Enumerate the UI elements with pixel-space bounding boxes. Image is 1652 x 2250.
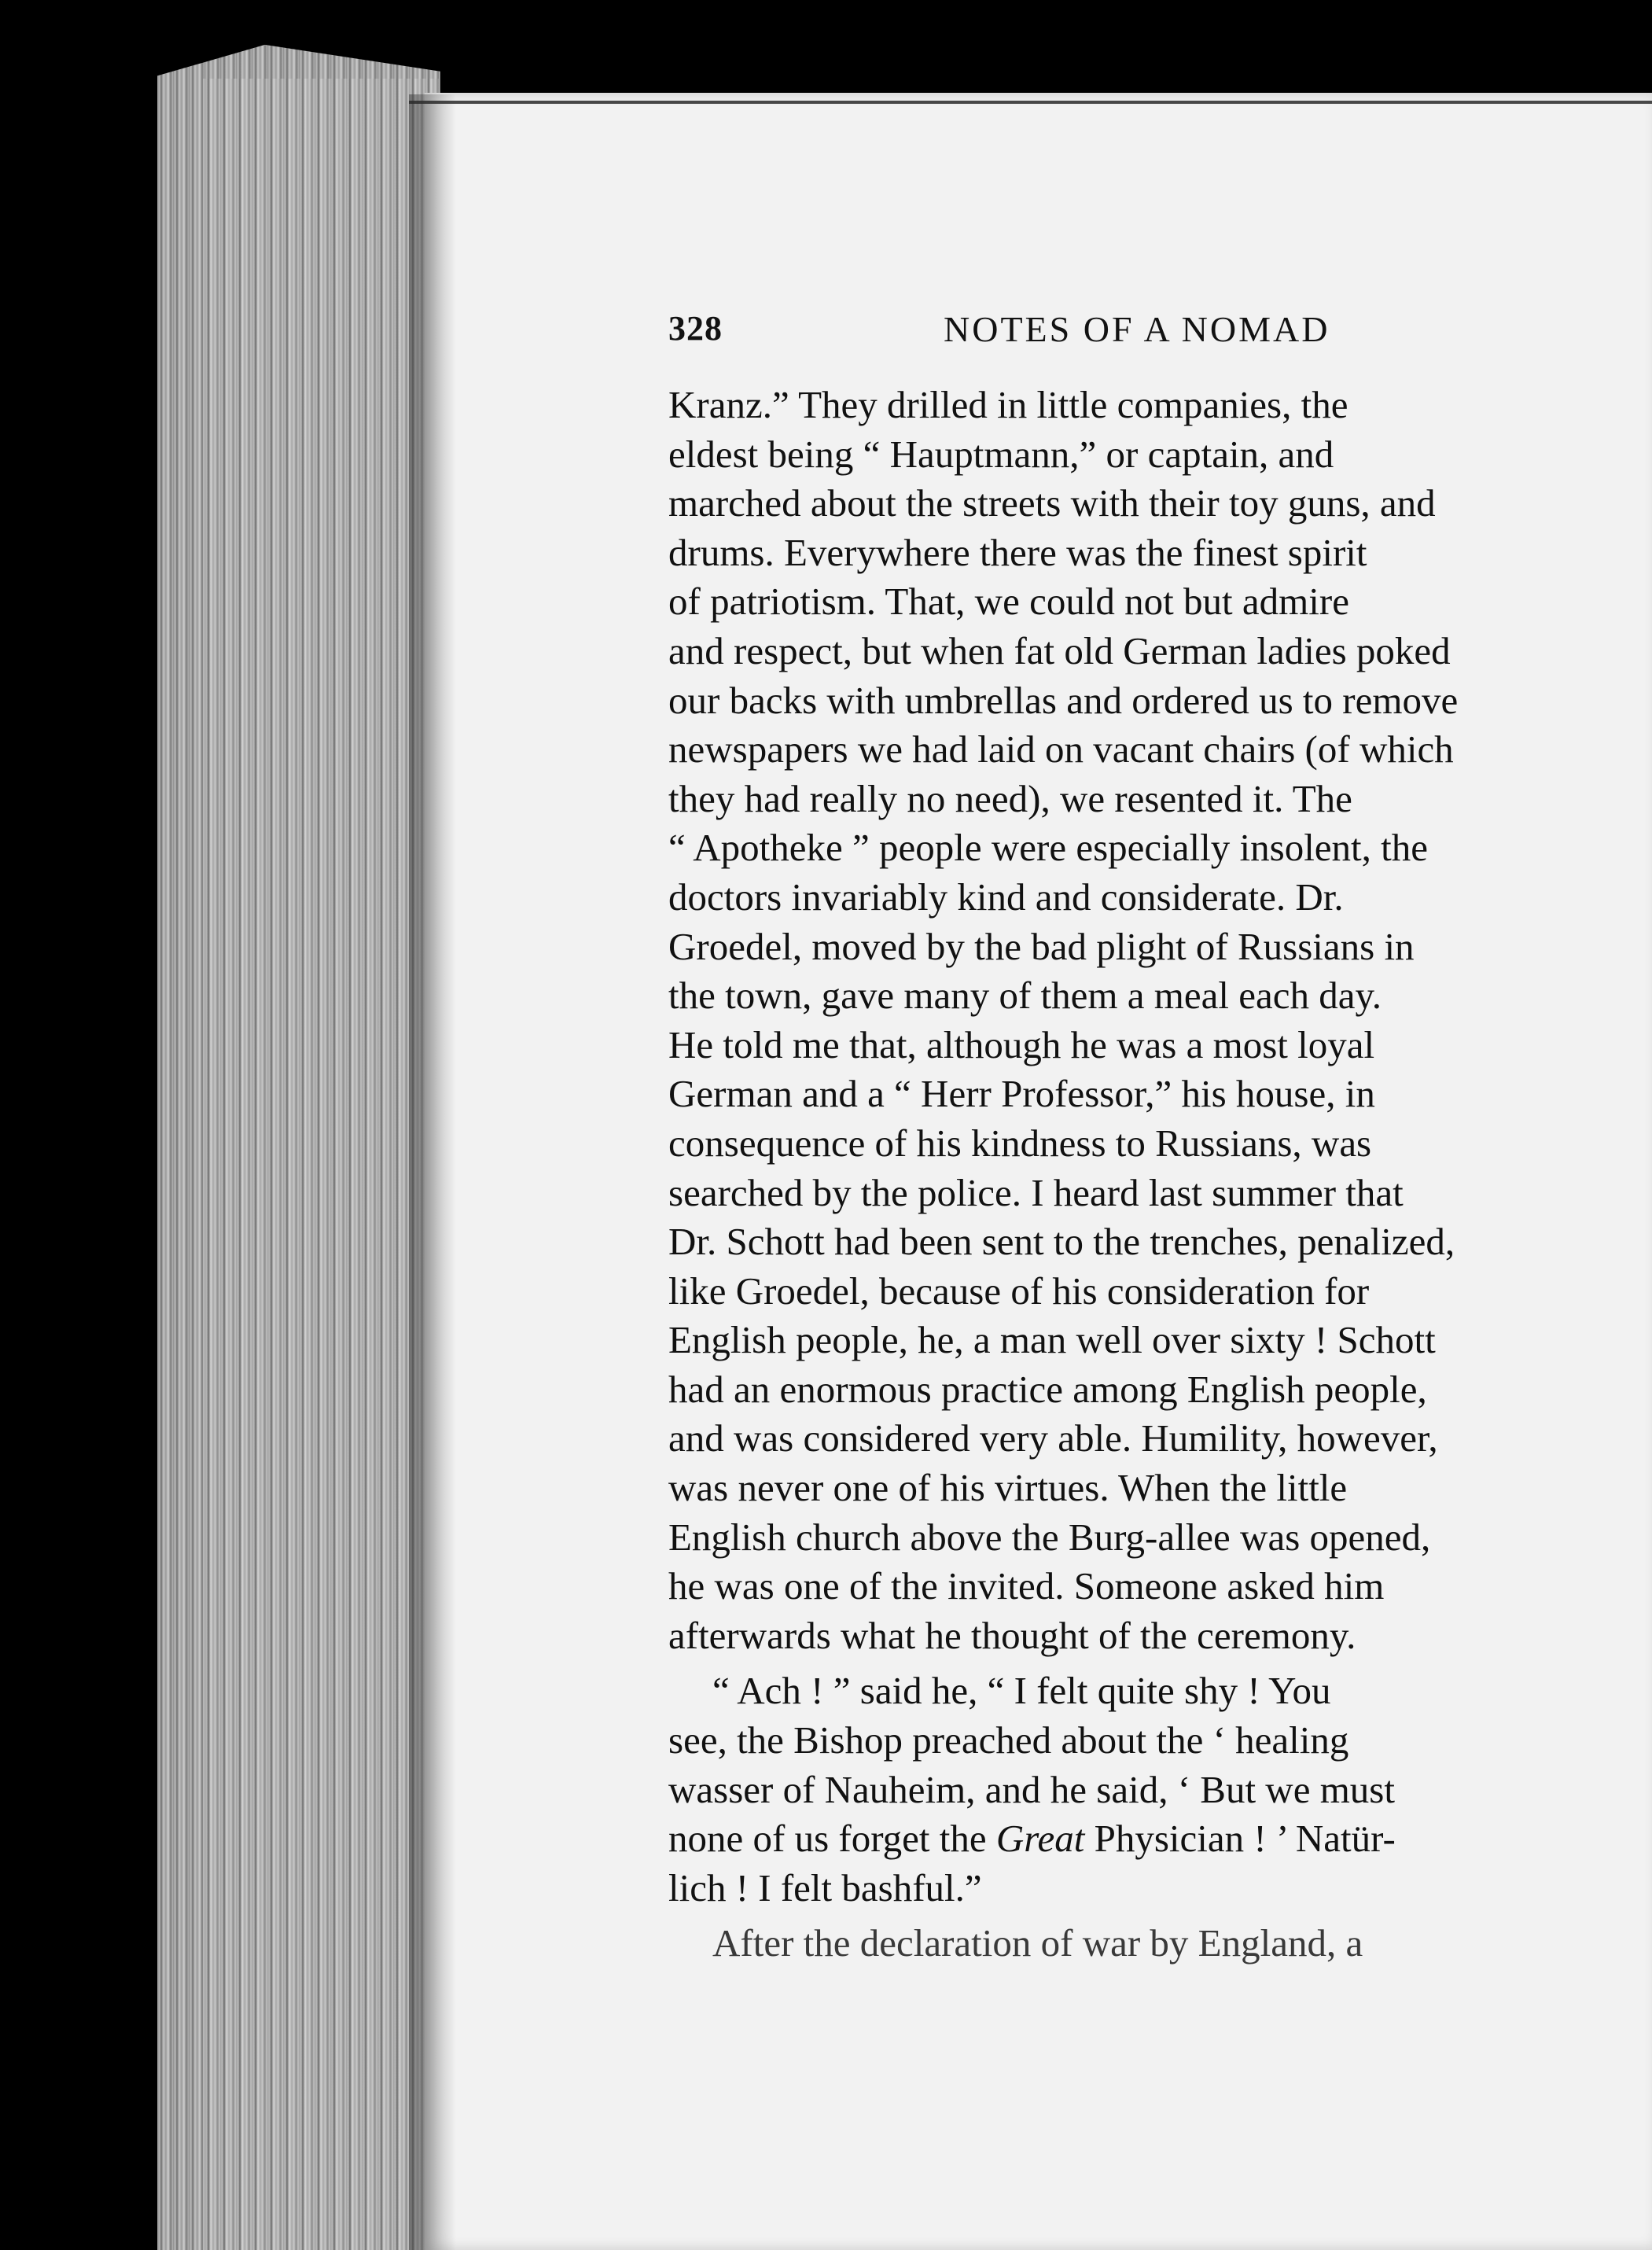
text-line: Groedel, moved by the bad plight of Russians in <box>668 924 1415 968</box>
text-line: afterwards what he thought of the ceremony. <box>668 1613 1356 1657</box>
page-number: 328 <box>668 309 723 348</box>
text-line: English people, he, a man well over sixty ! Schott <box>668 1318 1436 1362</box>
text-line: see, the Bishop preached about the ‘ healing <box>668 1718 1349 1762</box>
text-line: “ Ach ! ” said he, “ I felt quite shy ! You <box>712 1669 1331 1713</box>
text-line: eldest being “ Hauptmann,” or captain, and <box>668 432 1334 476</box>
page-block-highlight <box>203 79 439 2250</box>
text-line: our backs with umbrellas and ordered us to remove <box>668 678 1459 722</box>
text-line: the town, gave many of them a meal each day. <box>668 974 1382 1018</box>
text-line: and respect, but when fat old German ladies poked <box>668 628 1451 672</box>
text-line: and was considered very able. Humility, however, <box>668 1416 1438 1460</box>
text-line: was never one of his virtues. When the little <box>668 1466 1348 1510</box>
text-line: they had really no need), we resented it. The <box>668 776 1352 820</box>
text-line: Dr. Schott had been sent to the trenches, penalized, <box>668 1220 1455 1264</box>
text-line: searched by the police. I heard last summer that <box>668 1170 1404 1214</box>
text-line: He told me that, although he was a most loyal <box>668 1022 1375 1066</box>
text-line: “ Apotheke ” people were especially insolent, the <box>668 826 1429 870</box>
page-top-edge <box>409 101 1652 104</box>
text-line: drums. Everywhere there was the finest spirit <box>668 530 1367 574</box>
text-line: English church above the Burg-allee was opened, <box>668 1515 1431 1559</box>
gutter-shadow <box>409 94 456 2250</box>
text-line <box>668 1814 1652 1864</box>
text-line: like Groedel, because of his consideration for <box>668 1269 1370 1313</box>
text-line: newspapers we had laid on vacant chairs (of which <box>668 727 1454 771</box>
text-line: German and a “ Herr Professor,” his house, in <box>668 1072 1375 1116</box>
text-line: After the declaration of war by England, a <box>712 1921 1363 1965</box>
text-line: marched about the streets with their toy guns, and <box>668 481 1436 525</box>
text-line: had an enormous practice among English people, <box>668 1367 1427 1411</box>
text-line: of patriotism. That, we could not but admire <box>668 580 1349 624</box>
page-header <box>668 308 1652 363</box>
text-line: he was one of the invited. Someone asked him <box>668 1564 1385 1608</box>
text-run: none of us forget the <box>668 1817 996 1861</box>
italic-word: Great <box>995 1817 1085 1861</box>
text-line: doctors invariably kind and considerate. Dr. <box>668 875 1344 919</box>
running-title: NOTES OF A NOMAD <box>944 309 1330 349</box>
text-line: lich ! I felt bashful.” <box>668 1865 982 1909</box>
body-text <box>668 381 1652 2001</box>
text-run: Physician ! ’ Natür- <box>1084 1817 1396 1861</box>
text-line: consequence of his kindness to Russians, was <box>668 1121 1372 1165</box>
text-line: wasser of Nauheim, and he said, ‘ But we must <box>668 1767 1395 1811</box>
text-line: Kranz.” They drilled in little companies, the <box>668 383 1348 426</box>
